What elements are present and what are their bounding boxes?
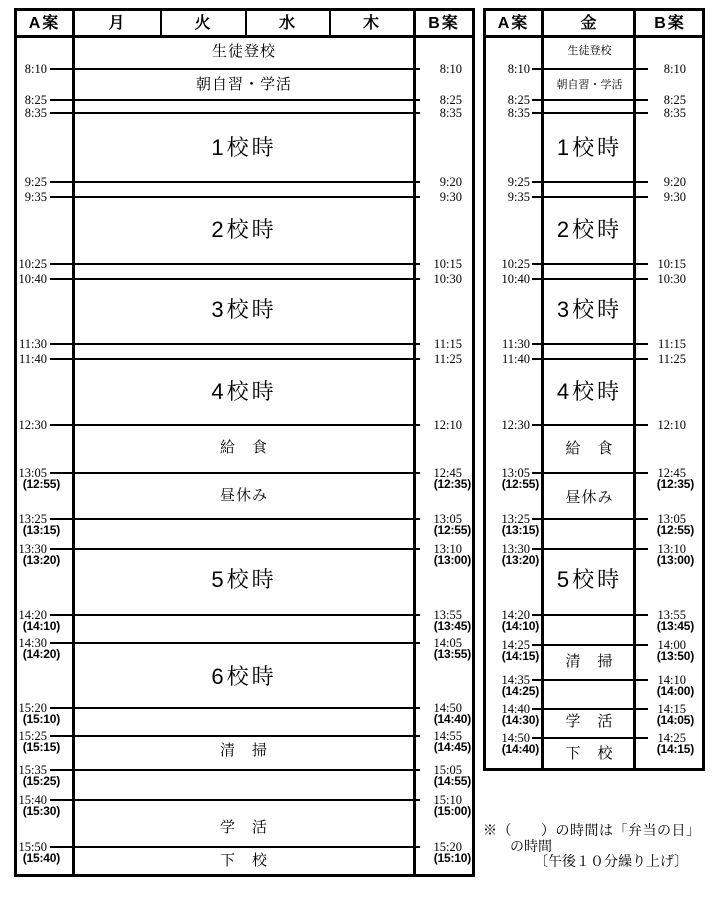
time-gridline (50, 196, 420, 198)
header-day-thu: 木 (362, 15, 381, 32)
time-gridline (532, 708, 648, 710)
time-label-b-alt: (12:35) (656, 477, 694, 491)
time-label-b: 12:45 (657, 466, 686, 480)
time-gridline (50, 707, 420, 709)
time-label-a: 10:25 (501, 257, 530, 271)
time-label-b-alt: (14:45) (433, 740, 471, 754)
time-label-a-alt: (14:25) (501, 684, 539, 698)
time-label-b: 14:15 (657, 702, 686, 716)
time-gridline (50, 642, 420, 644)
time-label-b-alt: (13:50) (656, 649, 694, 663)
time-label-a: 13:25 (501, 512, 530, 526)
time-label-b: 9:30 (439, 190, 462, 204)
time-label-b-alt: (14:40) (433, 712, 471, 726)
time-label-b-alt: (14:00) (656, 684, 694, 698)
time-label-b: 11:25 (657, 352, 686, 366)
time-label-a: 8:25 (507, 93, 530, 107)
time-gridline (50, 99, 420, 101)
time-label-a: 12:30 (18, 418, 47, 432)
time-label-a: 15:20 (18, 701, 47, 715)
time-label-a: 14:25 (501, 638, 530, 652)
time-label-b: 13:55 (433, 608, 462, 622)
time-gridline (50, 358, 420, 360)
time-label-b-alt: (14:15) (656, 742, 694, 756)
time-gridline (50, 68, 420, 70)
time-gridline (532, 263, 648, 265)
time-label-b-alt: (14:05) (656, 713, 694, 727)
time-label-b-alt: (13:55) (433, 647, 471, 661)
time-gridline (532, 181, 648, 183)
time-gridline (50, 799, 420, 801)
time-label-a: 13:05 (501, 466, 530, 480)
time-label-b: 8:35 (663, 106, 686, 120)
time-gridline (532, 196, 648, 198)
time-label-b: 9:30 (663, 190, 686, 204)
activity-label: 給 食 (219, 439, 268, 456)
time-label-a-alt: (12:55) (22, 477, 60, 491)
activity-label: 給 食 (565, 440, 614, 457)
time-label-b: 8:10 (439, 62, 462, 76)
time-label-b: 13:05 (657, 512, 686, 526)
time-label-b: 15:05 (433, 763, 462, 777)
activity-label: 朝自習・学活 (556, 79, 623, 91)
header-plan-b: B案 (654, 15, 686, 32)
time-gridline (50, 769, 420, 771)
time-label-b: 15:10 (433, 793, 462, 807)
time-label-a: 15:40 (18, 793, 47, 807)
time-label-a: 8:10 (507, 62, 530, 76)
activity-label: 3校時 (556, 297, 623, 322)
time-label-a-alt: (14:10) (22, 619, 60, 633)
time-gridline (50, 181, 420, 183)
activity-label: 6校時 (211, 664, 277, 689)
time-label-b: 12:10 (433, 418, 462, 432)
time-gridline (532, 343, 648, 345)
activity-label: 生徒登校 (211, 43, 276, 60)
activity-label: 昼休み (565, 489, 614, 506)
column-border (413, 11, 416, 874)
time-label-b: 14:25 (657, 731, 686, 745)
time-label-b-alt: (13:45) (656, 619, 694, 633)
time-label-a: 14:30 (18, 636, 47, 650)
time-label-a-alt: (15:25) (22, 774, 60, 788)
footnote-line-1: ※（ ）の時間は「弁当の日」 (483, 822, 701, 838)
time-gridline (532, 68, 648, 70)
activity-label: 4校時 (211, 379, 277, 404)
time-label-a: 15:25 (18, 729, 47, 743)
time-label-a: 10:40 (501, 272, 530, 286)
time-gridline (50, 846, 420, 848)
time-label-a: 14:50 (501, 731, 530, 745)
time-label-a-alt: (13:20) (22, 553, 60, 567)
time-label-a-alt: (15:15) (22, 740, 60, 754)
time-label-b-alt: (12:55) (433, 523, 471, 537)
time-label-a: 14:20 (501, 608, 530, 622)
activity-label: 昼休み (219, 487, 268, 504)
time-label-b: 10:15 (433, 257, 462, 271)
time-label-a: 9:35 (507, 190, 530, 204)
time-gridline (532, 358, 648, 360)
time-label-a: 13:05 (18, 466, 47, 480)
time-gridline (532, 472, 648, 474)
time-label-a-alt: (14:40) (501, 742, 539, 756)
time-label-a: 15:50 (18, 840, 47, 854)
time-label-b: 10:30 (433, 272, 462, 286)
time-label-b: 13:55 (657, 608, 686, 622)
time-label-b: 8:25 (439, 93, 462, 107)
activity-label: 学 活 (219, 819, 268, 836)
time-label-a: 13:30 (18, 542, 47, 556)
time-label-a-alt: (13:15) (22, 523, 60, 537)
activity-label: 5校時 (556, 567, 623, 592)
time-label-a-alt: (15:30) (22, 804, 60, 818)
time-label-b: 13:05 (433, 512, 462, 526)
activity-label: 2校時 (556, 217, 623, 242)
time-label-a: 13:25 (18, 512, 47, 526)
activity-label: 学 活 (565, 713, 614, 730)
time-label-a: 14:35 (501, 673, 530, 687)
header-day-mon: 月 (108, 15, 127, 32)
time-label-a: 9:35 (24, 190, 47, 204)
time-label-b: 11:15 (433, 337, 462, 351)
time-label-b: 13:10 (433, 542, 462, 556)
time-label-b: 15:20 (433, 840, 462, 854)
activity-label: 清 掃 (219, 742, 268, 759)
header-plan-a: A案 (28, 15, 61, 32)
footnote-line-2: の時間 (510, 838, 552, 854)
time-label-b: 14:55 (433, 729, 462, 743)
time-label-b-alt: (13:00) (433, 553, 471, 567)
column-border (633, 11, 636, 768)
time-label-b: 14:50 (433, 701, 462, 715)
time-label-a: 14:20 (18, 608, 47, 622)
time-label-b: 8:25 (663, 93, 686, 107)
column-border (541, 11, 544, 768)
time-gridline (50, 263, 420, 265)
header-day-wed: 水 (278, 15, 297, 32)
time-gridline (532, 518, 648, 520)
time-label-a-alt: (14:30) (501, 713, 539, 727)
time-label-a: 9:25 (24, 175, 47, 189)
time-label-a: 8:35 (507, 106, 530, 120)
time-label-b: 12:10 (657, 418, 686, 432)
time-label-b: 10:30 (657, 272, 686, 286)
header-day-fri: 金 (580, 15, 599, 32)
activity-label: 1校時 (556, 135, 623, 160)
time-label-a-alt: (13:20) (501, 553, 539, 567)
footnote (483, 820, 719, 890)
time-label-b-alt: (15:10) (433, 851, 471, 865)
time-label-b: 12:45 (433, 466, 462, 480)
activity-label: 2校時 (211, 217, 277, 242)
time-label-a: 10:40 (18, 272, 47, 286)
time-gridline (532, 644, 648, 646)
time-label-a-alt: (12:55) (501, 477, 539, 491)
time-label-a-alt: (14:20) (22, 647, 60, 661)
time-label-a-alt: (14:10) (501, 619, 539, 633)
time-gridline (532, 737, 648, 739)
time-gridline (532, 112, 648, 114)
time-label-a: 13:30 (501, 542, 530, 556)
time-gridline (532, 99, 648, 101)
time-label-b: 14:00 (657, 638, 686, 652)
time-label-a: 14:40 (501, 702, 530, 716)
time-label-a-alt: (13:15) (501, 523, 539, 537)
activity-label: 5校時 (211, 567, 277, 592)
header-plan-b: B案 (428, 15, 460, 32)
time-label-b: 8:10 (663, 62, 686, 76)
time-gridline (532, 424, 648, 426)
time-label-a: 15:35 (18, 763, 47, 777)
time-label-b: 11:25 (433, 352, 462, 366)
time-label-b-alt: (14:55) (433, 774, 471, 788)
activity-label: 1校時 (211, 135, 277, 160)
time-label-b: 9:20 (663, 175, 686, 189)
time-gridline (532, 679, 648, 681)
time-label-a: 8:25 (24, 93, 47, 107)
time-gridline (50, 735, 420, 737)
time-gridline (50, 614, 420, 616)
time-gridline (50, 472, 420, 474)
time-gridline (532, 548, 648, 550)
time-label-a: 11:30 (501, 337, 530, 351)
timetable-mon-thu (14, 8, 475, 877)
time-label-b-alt: (12:55) (656, 523, 694, 537)
activity-label: 3校時 (211, 297, 277, 322)
time-label-b: 9:20 (439, 175, 462, 189)
time-label-a-alt: (15:10) (22, 712, 60, 726)
timetable-fri (483, 8, 705, 771)
time-label-b: 13:10 (657, 542, 686, 556)
time-label-a-alt: (14:15) (501, 649, 539, 663)
activity-label: 下 校 (219, 852, 268, 869)
time-gridline (50, 112, 420, 114)
time-gridline (532, 278, 648, 280)
footnote-line-3: 〔午後１０分繰り上げ〕 (534, 853, 689, 869)
time-gridline (50, 278, 420, 280)
time-label-b: 14:05 (433, 636, 462, 650)
time-label-a: 11:40 (501, 352, 530, 366)
time-gridline (50, 343, 420, 345)
time-label-a: 11:30 (18, 337, 47, 351)
activity-label: 生徒登校 (567, 45, 612, 57)
activity-label: 下 校 (565, 745, 614, 762)
time-label-a: 8:10 (24, 62, 47, 76)
time-label-a: 10:25 (18, 257, 47, 271)
time-label-b: 11:15 (657, 337, 686, 351)
time-gridline (532, 614, 648, 616)
time-label-b: 8:35 (439, 106, 462, 120)
header-day-tue: 火 (194, 15, 213, 32)
activity-label: 4校時 (556, 379, 623, 404)
time-label-a-alt: (15:40) (22, 851, 60, 865)
time-label-a: 8:35 (24, 106, 47, 120)
time-label-b: 10:15 (657, 257, 686, 271)
activity-label: 清 掃 (565, 653, 614, 670)
header-plan-a: A案 (497, 15, 530, 32)
time-gridline (50, 424, 420, 426)
time-gridline (50, 548, 420, 550)
time-label-a: 11:40 (18, 352, 47, 366)
time-label-a: 9:25 (507, 175, 530, 189)
time-label-b-alt: (12:35) (433, 477, 471, 491)
time-label-b-alt: (13:00) (656, 553, 694, 567)
time-label-b-alt: (15:00) (433, 804, 471, 818)
time-label-a: 12:30 (501, 418, 530, 432)
time-label-b-alt: (13:45) (433, 619, 471, 633)
activity-label: 朝自習・学活 (195, 76, 292, 93)
time-label-b: 14:10 (657, 673, 686, 687)
time-gridline (50, 518, 420, 520)
